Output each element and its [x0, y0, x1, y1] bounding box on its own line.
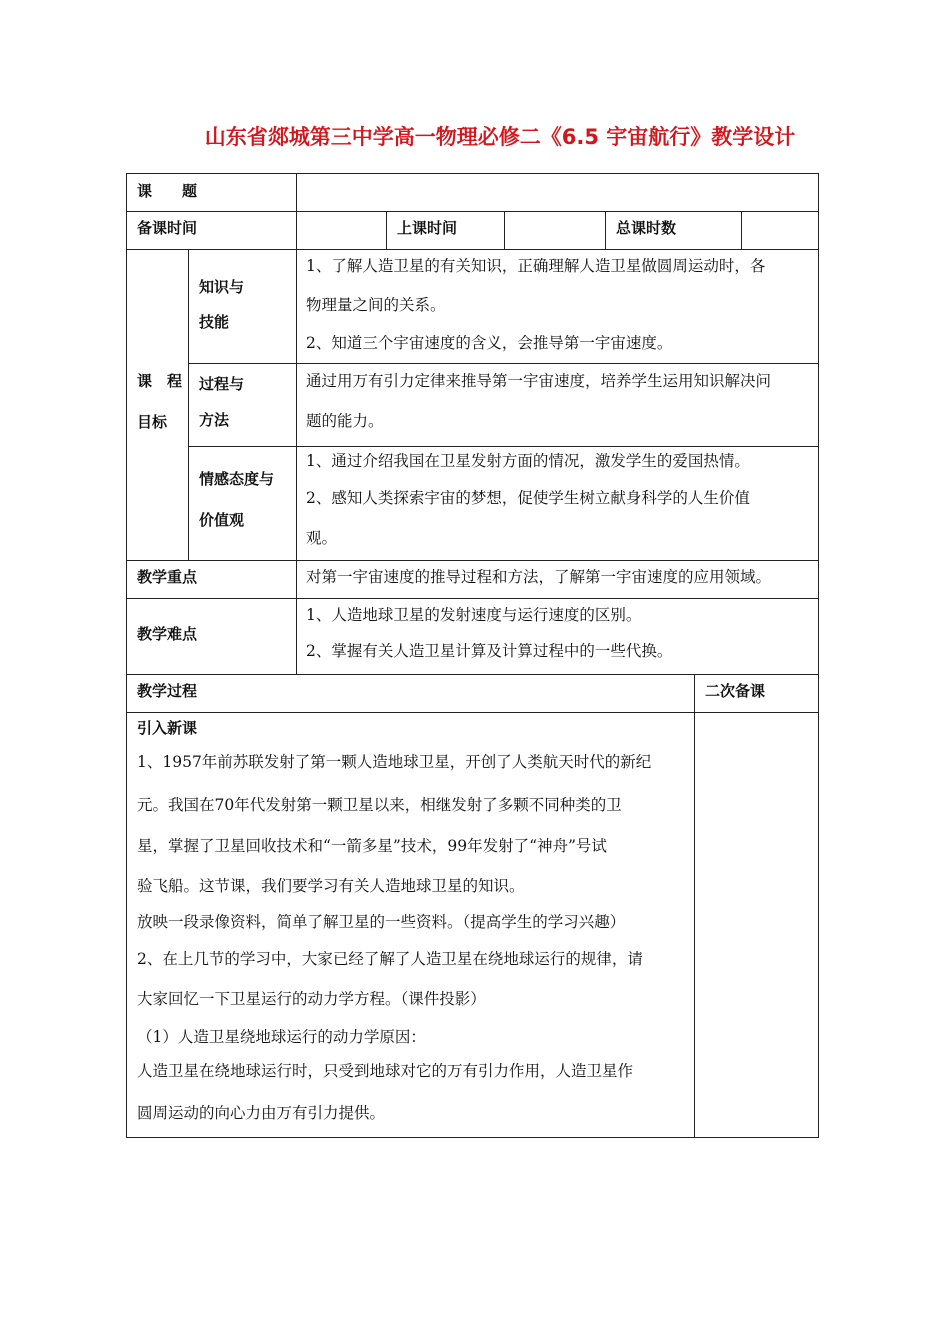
key-point-text: 对第一宇宙速度的推导过程和方法，了解第一宇宙速度的应用领域。 — [306, 568, 772, 586]
row-divider — [188, 363, 819, 364]
topic-label: 课 题 — [137, 182, 198, 200]
course-goals-label: 课 程 — [137, 372, 183, 390]
row-divider — [126, 598, 819, 599]
lesson-text-5: 放映一段录像资料，简单了解卫星的一些资料。（提高学生的学习兴趣） — [137, 913, 626, 931]
prep-time-label: 备课时间 — [137, 219, 198, 237]
knowledge-text-3: 2、知道三个宇宙速度的含义，会推导第一宇宙速度。 — [306, 334, 673, 352]
process-text-1: 通过用万有引力定律来推导第一宇宙速度，培养学生运用知识解决问 — [306, 372, 772, 390]
row-divider — [126, 712, 819, 713]
total-hours-label: 总课时数 — [616, 219, 677, 237]
course-goals-label-2: 目标 — [137, 413, 168, 431]
teaching-process-label: 教学过程 — [137, 682, 198, 700]
emotion-text-1: 1、通过介绍我国在卫星发射方面的情况，激发学生的爱国热情。 — [306, 452, 750, 470]
col-divider — [188, 249, 189, 560]
process-method-label: 过程与 — [199, 375, 245, 393]
knowledge-skills-label-2: 技能 — [199, 313, 230, 331]
col-divider — [605, 211, 606, 249]
knowledge-skills-label: 知识与 — [199, 278, 245, 296]
col-divider — [694, 674, 695, 1138]
lesson-text-9: 人造卫星在绕地球运行时，只受到地球对它的万有引力作用，人造卫星作 — [137, 1062, 634, 1080]
col-divider — [504, 211, 505, 249]
lesson-text-1: 1、1957年前苏联发射了第一颗人造地球卫星，开创了人类航天时代的新纪 — [137, 753, 652, 771]
row-divider — [188, 446, 819, 447]
knowledge-text-2: 物理量之间的关系。 — [306, 296, 446, 314]
difficulty-text-2: 2、掌握有关人造卫星计算及计算过程中的一些代换。 — [306, 642, 673, 660]
row-divider — [126, 674, 819, 675]
lesson-heading: 引入新课 — [137, 719, 198, 737]
emotion-values-label: 情感态度与 — [199, 470, 275, 488]
col-divider — [741, 211, 742, 249]
emotion-text-2: 2、感知人类探索宇宙的梦想，促使学生树立献身科学的人生价值 — [306, 489, 750, 507]
emotion-values-label-2: 价值观 — [199, 511, 245, 529]
lesson-text-4: 验飞船。这节课，我们要学习有关人造地球卫星的知识。 — [137, 877, 525, 895]
lesson-text-2: 元。我国在70年代发射第一颗卫星以来，相继发射了多颗不同种类的卫 — [137, 796, 622, 814]
second-prep-label: 二次备课 — [705, 682, 766, 700]
class-time-label: 上课时间 — [397, 219, 458, 237]
lesson-text-7: 大家回忆一下卫星运行的动力学方程。（课件投影） — [137, 990, 486, 1008]
lesson-text-3: 星，掌握了卫星回收技术和“一箭多星”技术，99年发射了“神舟”号试 — [137, 837, 607, 855]
difficulty-label: 教学难点 — [137, 625, 198, 643]
key-point-label: 教学重点 — [137, 568, 198, 586]
difficulty-text-1: 1、人造地球卫星的发射速度与运行速度的区别。 — [306, 606, 642, 624]
row-divider — [126, 249, 819, 250]
lesson-text-10: 圆周运动的向心力由万有引力提供。 — [137, 1104, 386, 1122]
col-divider — [296, 173, 297, 674]
row-divider — [126, 211, 819, 212]
row-divider — [126, 560, 819, 561]
col-divider — [386, 211, 387, 249]
process-text-2: 题的能力。 — [306, 412, 384, 430]
lesson-text-8: （1）人造卫星绕地球运行的动力学原因： — [137, 1028, 426, 1046]
knowledge-text-1: 1、了解人造卫星的有关知识，正确理解人造卫星做圆周运动时，各 — [306, 257, 766, 275]
process-method-label-2: 方法 — [199, 411, 230, 429]
lesson-text-6: 2、在上几节的学习中，大家已经了解了人造卫星在绕地球运行的规律，请 — [137, 950, 643, 968]
emotion-text-3: 观。 — [306, 529, 338, 547]
document-title: 山东省郯城第三中学高一物理必修二《6.5 宇宙航行》教学设计 — [204, 125, 796, 149]
